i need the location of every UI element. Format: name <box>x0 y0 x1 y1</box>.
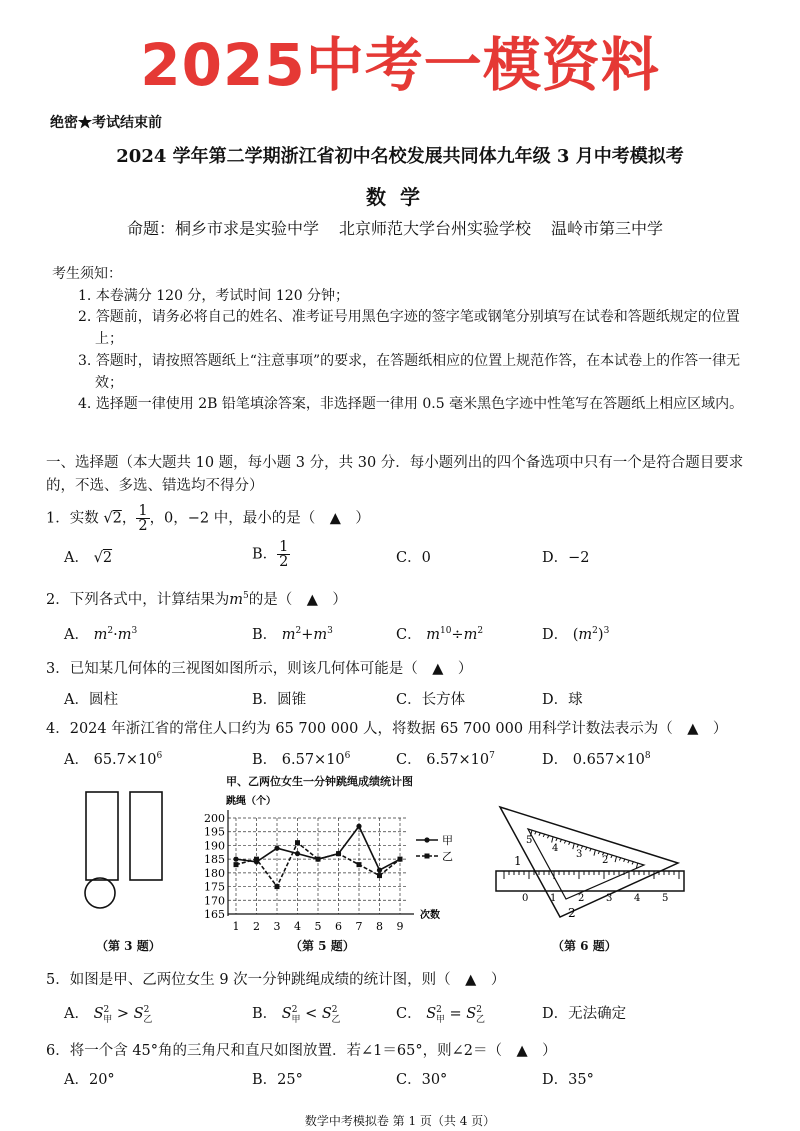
option-b: B． $m^2+m^3$ <box>252 626 333 643</box>
question-4-options <box>64 748 764 774</box>
option-b: B．圆锥 <box>252 692 307 708</box>
data-point-yi <box>357 862 362 867</box>
ruler-tick-label: 1 <box>550 893 557 904</box>
data-point-yi <box>275 884 280 889</box>
angle-2-label: 2 <box>568 906 576 920</box>
legend-marker <box>424 837 429 842</box>
option-b: B． $S^2_甲 < S^2_乙$ <box>252 1005 341 1025</box>
option-a: A． √2 <box>64 550 113 566</box>
figure-5-line-chart <box>196 790 476 935</box>
y-tick-label: 185 <box>204 853 225 867</box>
x-tick-label: 5 <box>314 920 322 933</box>
option-a: A． $m^2\cdot m^3$ <box>64 626 138 643</box>
tri-tick-label: 5 <box>526 835 533 846</box>
x-tick-label: 8 <box>376 920 383 933</box>
data-point-jia <box>295 851 300 856</box>
option-d: D．35° <box>542 1072 594 1088</box>
figure-6-diagram <box>492 795 692 925</box>
option-d: D． $(m^2)^3$ <box>542 626 610 643</box>
question-2-stem: 2．下列各式中，计算结果为$m^5$的是（ ▲ ） <box>46 591 347 608</box>
author-school: 北京师范大学台州实验学校 <box>339 219 532 238</box>
option-d: D．无法确定 <box>542 1006 627 1022</box>
ruler-tick-label: 3 <box>606 893 613 904</box>
data-point-yi <box>295 840 300 845</box>
data-point-yi <box>336 851 341 856</box>
x-axis-label: 次数 <box>420 910 440 921</box>
y-tick-label: 200 <box>204 812 225 825</box>
data-point-yi <box>377 873 382 878</box>
question-1-stem: 1．实数 √2， $\frac{1}{2}$ ，0，−2 中，最小的是（ ▲ ） <box>46 503 370 534</box>
front-view-rect <box>86 792 118 880</box>
option-c: C．长方体 <box>396 692 466 708</box>
ruler-tick-label: 4 <box>634 893 641 904</box>
subject-title: 数学 <box>366 185 434 209</box>
option-a: A． $S^2_甲 > S^2_乙$ <box>64 1005 153 1025</box>
notice-heading: 考生须知： <box>52 266 122 282</box>
x-tick-label: 1 <box>232 920 240 933</box>
banner-title: 2025中考一模资料 <box>140 31 660 99</box>
tri-tick-label: 4 <box>552 843 559 854</box>
angle-1-label: 1 <box>514 854 522 868</box>
data-point-yi <box>234 862 239 867</box>
data-point-jia <box>274 846 279 851</box>
data-point-jia <box>356 824 361 829</box>
authors-line <box>0 216 800 239</box>
question-5-stem: 5．如图是甲、乙两位女生 9 次一分钟跳绳成绩的统计图，则（ ▲ ） <box>46 972 506 988</box>
chart-title: 甲、乙两位女生一分钟跳绳成绩统计图 <box>226 775 413 788</box>
x-tick-label: 2 <box>253 920 260 933</box>
data-point-jia <box>233 857 238 862</box>
x-tick-label: 9 <box>396 920 404 933</box>
option-c: C．0 <box>396 550 431 566</box>
ruler-tick-label: 2 <box>578 893 585 904</box>
question-6-stem: 6．将一个含 45°角的三角尺和直尺如图放置．若∠1＝65°，则∠2＝（ ▲ ） <box>46 1043 557 1059</box>
x-tick-label: 3 <box>273 920 281 933</box>
legend-marker <box>425 854 430 859</box>
data-point-yi <box>254 857 259 862</box>
legend-label: 乙 <box>442 850 453 863</box>
top-view-circle <box>85 878 115 908</box>
x-tick-label: 4 <box>294 920 301 933</box>
y-axis-label: 跳绳（个） <box>226 796 276 807</box>
side-view-rect <box>130 792 162 880</box>
figure-6-caption: （第 6 题） <box>552 939 617 953</box>
tri-tick-label: 3 <box>576 849 583 860</box>
option-b: B．25° <box>252 1072 303 1088</box>
question-2-options <box>64 623 764 649</box>
y-tick-label: 170 <box>204 894 225 908</box>
y-tick-label: 190 <box>204 839 225 853</box>
notice-item: 4. 选择题一律使用 2B 铅笔填涂答案，非选择题一律用 0.5 毫米黑色字迹中性笔写在答题纸上相应区域内。 <box>78 396 744 412</box>
ruler-tick-label: 5 <box>662 893 669 904</box>
option-c: C． $S^2_甲 = S^2_乙$ <box>396 1005 485 1025</box>
notice-item: 1. 本卷满分 120 分，考试时间 120 分钟； <box>78 288 350 304</box>
ruler-tick-label: 0 <box>522 893 529 904</box>
authors-prefix: 命题： <box>126 219 175 238</box>
option-b: B． $\frac{1}{2}$ <box>252 539 289 570</box>
figure-3-caption: （第 3 题） <box>96 939 161 953</box>
question-6-options <box>64 1068 764 1094</box>
option-b: B． $6.57\times 10^6$ <box>252 751 351 768</box>
section-heading: 一、选择题（本大题共 10 题，每小题 3 分，共 30 分．每小题列出的四个备选项中只有一个是符合题目要求的，不选、多选、错选均不得分） <box>46 455 744 494</box>
legend-label: 甲 <box>442 834 453 847</box>
data-point-jia <box>377 868 382 873</box>
x-tick-label: 6 <box>335 920 342 933</box>
option-c: C． $6.57\times 10^7$ <box>396 751 495 768</box>
data-point-yi <box>316 857 321 862</box>
data-point-yi <box>398 857 403 862</box>
option-d: D． $0.657\times 10^8$ <box>542 751 651 768</box>
x-tick-label: 7 <box>355 920 363 933</box>
question-1-options <box>64 539 764 572</box>
notice-item: 2. 答题前，请务必将自己的姓名、准考证号用黑色字迹的签字笔或钢笔分别填写在试卷和答题纸规定的位置上； <box>78 309 740 347</box>
page-footer: 数学中考模拟卷 第 1 页（共 4 页） <box>304 1114 496 1128</box>
question-5-options <box>64 1002 764 1028</box>
option-a: A． $65.7\times 10^6$ <box>64 751 163 768</box>
question-3-options <box>64 688 764 714</box>
author-school: 温岭市第三中学 <box>551 219 664 238</box>
option-c: C． $m^{10}\div m^2$ <box>396 626 484 643</box>
y-tick-label: 175 <box>204 880 225 894</box>
option-a: A．20° <box>64 1072 115 1088</box>
exam-title: 2024 学年第二学期浙江省初中名校发展共同体九年级 3 月中考模拟考 <box>116 146 684 167</box>
option-d: D．−2 <box>542 550 590 566</box>
question-4-stem: 4．2024 年浙江省的常住人口约为 65 700 000 人，将数据 65 700 000 用科学计数法表示为（ ▲ ） <box>46 721 728 737</box>
y-tick-label: 180 <box>204 866 225 880</box>
question-3-stem: 3．已知某几何体的三视图如图所示，则该几何体可能是（ ▲ ） <box>46 661 473 677</box>
confidential-label: 绝密★考试结束前 <box>50 115 162 131</box>
author-school: 桐乡市求是实验中学 <box>174 219 319 238</box>
figure-5-caption: （第 5 题） <box>290 939 355 953</box>
notice-item: 3. 答题时，请按照答题纸上“注意事项”的要求，在答题纸相应的位置上规范作答，在本试卷上的作答一律无效； <box>78 353 741 391</box>
option-d: D．球 <box>542 692 583 708</box>
set-square-inner <box>528 829 644 899</box>
tri-tick-label: 2 <box>602 855 609 866</box>
y-tick-label: 165 <box>204 908 225 921</box>
figure-3-three-views <box>70 780 180 920</box>
option-c: C．30° <box>396 1072 448 1088</box>
y-tick-label: 195 <box>204 825 225 839</box>
option-a: A．圆柱 <box>64 692 118 708</box>
